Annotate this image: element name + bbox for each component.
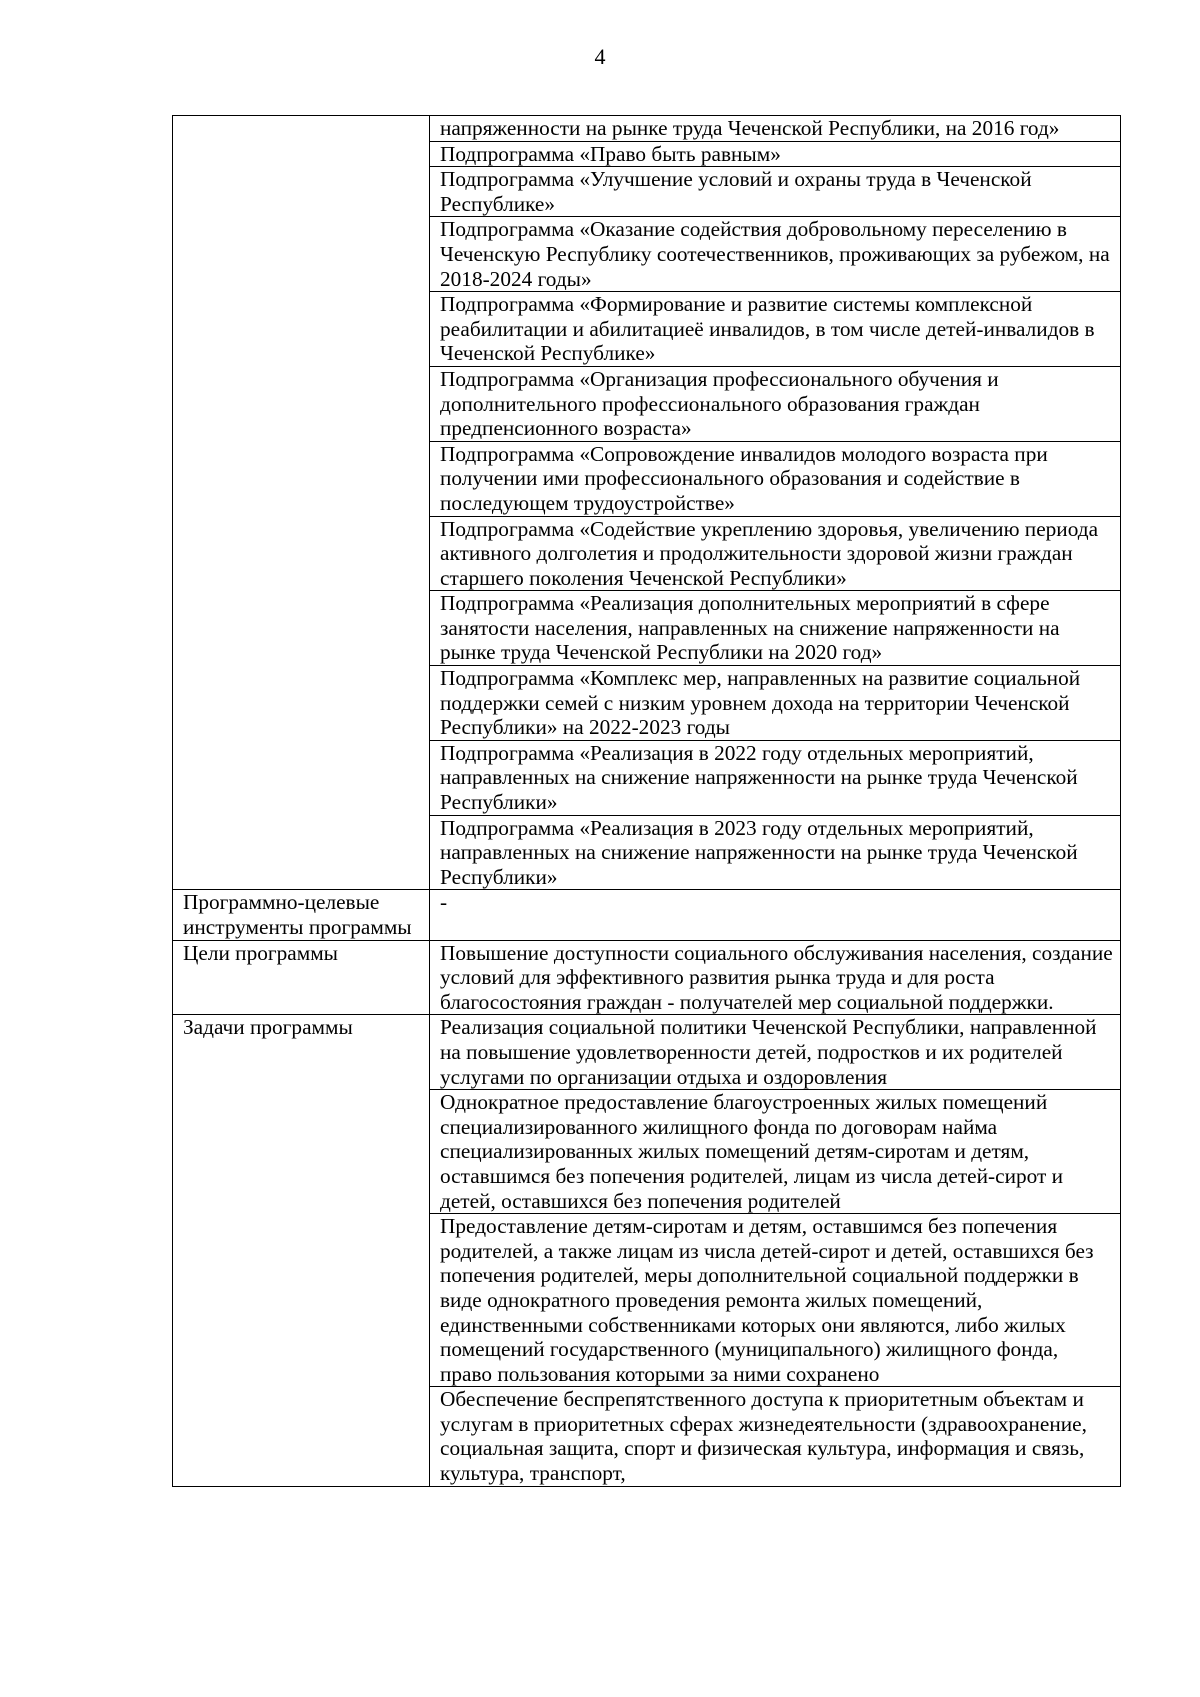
- program-passport-table: [172, 115, 1121, 1487]
- subprogram-cell: [430, 516, 1121, 591]
- subprogram-text: Подпрограмма «Содействие укреплению здоровья, увеличению периода активного долголетия и продолжительности здоровой жизни граждан старшего поколения Чеченской Республики»: [440, 516, 1099, 590]
- instruments-label-cell: [173, 890, 430, 940]
- subprogram-cell: [430, 815, 1121, 890]
- task-cell: [430, 1214, 1121, 1387]
- subprograms-label-cell: [173, 116, 430, 890]
- goals-label: Цели программы: [183, 940, 338, 965]
- task-text: Однократное предоставление благоустроенных жилых помещений специализированного жилищного фонда по договорам найма специализированных жилых помещений детям-сиротам и детям, оставшимся без попечения родителей, лицам из числа детей-сирот и детей, оставшихся без попечения родителей: [440, 1090, 1064, 1213]
- subprogram-cell: [430, 740, 1121, 815]
- subprogram-cell: [430, 292, 1121, 367]
- instruments-value: -: [440, 890, 448, 915]
- task-cell: [430, 1387, 1121, 1486]
- subprogram-cell: [430, 167, 1121, 217]
- page-number: 4: [594, 44, 606, 69]
- goals-value: Повышение доступности социального обслуживания населения, создание условий для эффективного развития рынка труда и для роста благосостояния граждан - получателей мер социальной поддержки.: [440, 940, 1113, 1014]
- subprogram-cell: [430, 141, 1121, 167]
- table-row: [173, 116, 1121, 142]
- subprogram-text: Подпрограмма «Организация профессионального обучения и дополнительного профессионального образования граждан предпенсионного возраста»: [440, 366, 999, 441]
- subprogram-text: Подпрограмма «Сопровождение инвалидов молодого возраста при получении ими профессионального образования и содействие в последующем трудоустройстве»: [440, 441, 1048, 515]
- subprogram-cell: [430, 591, 1121, 666]
- subprogram-text: Подпрограмма «Реализация дополнительных мероприятий в сфере занятости населения, направленных на снижение напряженности на рынке труда Чеченской Республики на 2020 год»: [440, 591, 1060, 665]
- subprogram-text: Подпрограмма «Реализация в 2022 году отдельных мероприятий, направленных на снижение напряженности на рынке труда Чеченской Республики»: [440, 740, 1078, 815]
- goals-value-cell: [430, 940, 1121, 1015]
- subprogram-text: Подпрограмма «Право быть равным»: [440, 141, 781, 166]
- subprogram-cell: [430, 666, 1121, 741]
- task-cell: [430, 1090, 1121, 1214]
- subprogram-cell: [430, 116, 1121, 142]
- table-row: [173, 890, 1121, 940]
- subprogram-cell: [430, 217, 1121, 292]
- task-text: Обеспечение беспрепятственного доступа к приоритетным объектам и услугам в приоритетных сферах жизнедеятельности (здравоохранение, социальная защита, спорт и физическая культура, информация и связь, культура, транспорт,: [440, 1387, 1087, 1486]
- table-row: [173, 1015, 1121, 1090]
- subprogram-text: Подпрограмма «Формирование и развитие системы комплексной реабилитации и абилитациеё инвалидов, в том числе детей-инвалидов в Чеченской Республике»: [440, 292, 1095, 366]
- instruments-label: Программно-целевые инструменты программы: [183, 890, 412, 939]
- subprogram-cell: [430, 441, 1121, 516]
- subprogram-text: Подпрограмма «Оказание содействия добровольному переселению в Чеченскую Республику соотечественников, проживающих за рубежом, на 2018-2024 годы»: [440, 217, 1110, 291]
- instruments-value-cell: [430, 890, 1121, 940]
- task-cell: [430, 1015, 1121, 1090]
- task-text: Предоставление детям-сиротам и детям, оставшимся без попечения родителей, а также лицам из числа детей-сирот и детей, оставшихся без попечения родителей, меры дополнительной социальной поддержки в виде однократного проведения ремонта жилых помещений, единственными собственниками которых они являются, либо жилых помещений государственного (муниципального) жилищного фонда, право пользования которыми за ними сохранено: [440, 1214, 1094, 1386]
- subprogram-cell: [430, 366, 1121, 441]
- task-text: Реализация социальной политики Чеченской Республики, направленной на повышение удовлетворенности детей, подростков и их родителей услугами по организации отдыха и оздоровления: [440, 1015, 1097, 1089]
- subprogram-text: Подпрограмма «Реализация в 2023 году отдельных мероприятий, направленных на снижение напряженности на рынке труда Чеченской Республики»: [440, 815, 1078, 889]
- subprogram-text: напряженности на рынке труда Чеченской Республики, на 2016 год»: [440, 116, 1060, 140]
- subprogram-text: Подпрограмма «Комплекс мер, направленных на развитие социальной поддержки семей с низким уровнем дохода на территории Чеченской Республики» на 2022-2023 годы: [440, 666, 1081, 740]
- tasks-label: Задачи программы: [183, 1015, 353, 1040]
- goals-label-cell: [173, 940, 430, 1015]
- tasks-label-cell: [173, 1015, 430, 1486]
- subprogram-text: Подпрограмма «Улучшение условий и охраны труда в Чеченской Республике»: [440, 167, 1032, 216]
- table-row: [173, 940, 1121, 1015]
